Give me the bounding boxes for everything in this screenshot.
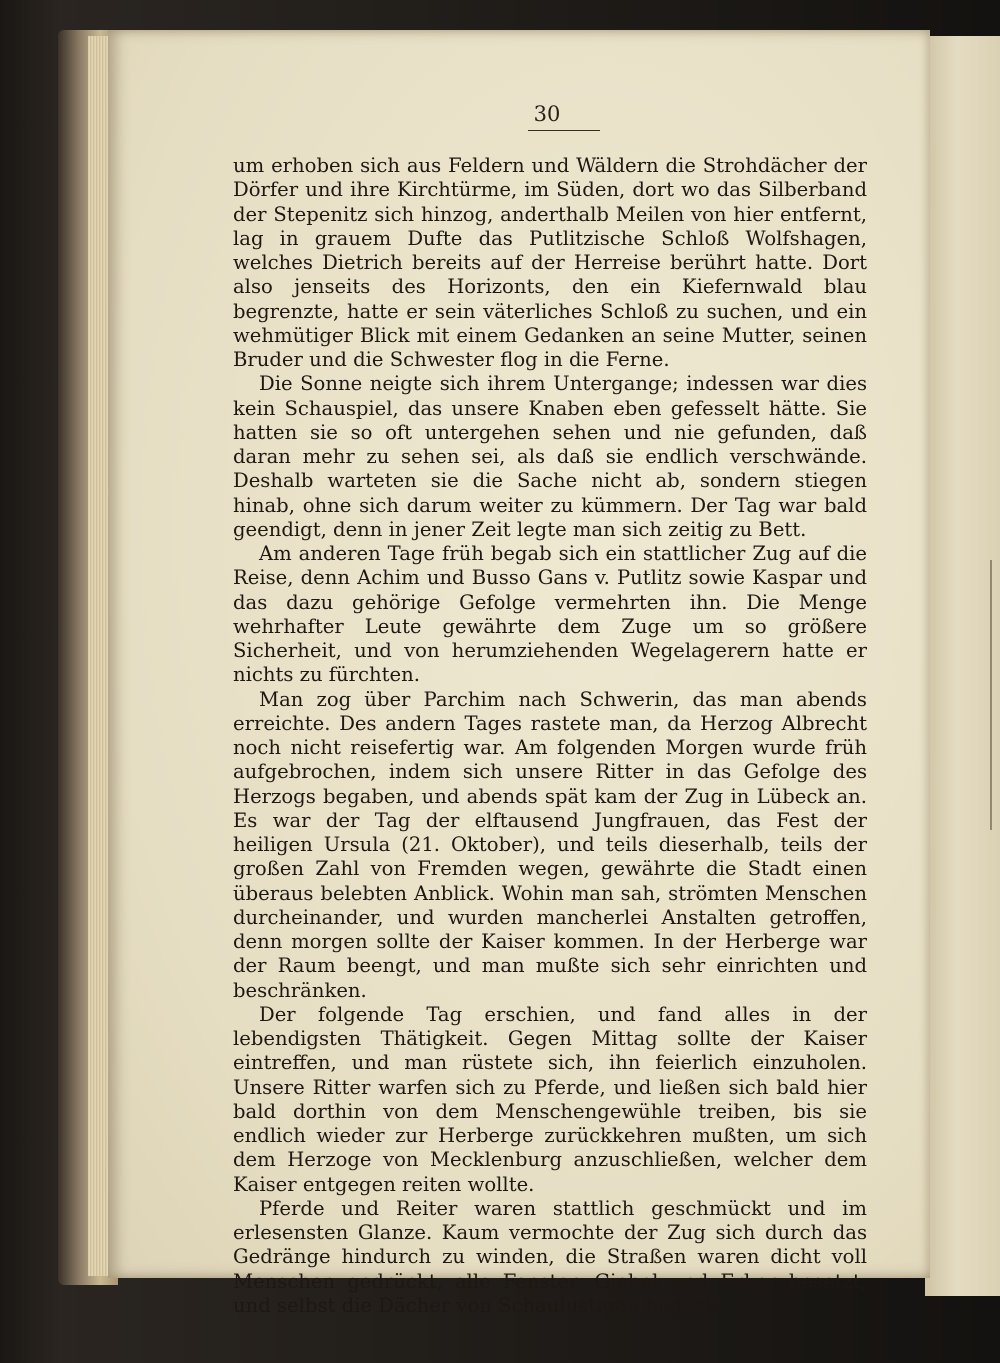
paragraph: Die Sonne neigte sich ihrem Untergange; indessen war dies kein Schauspiel, das unsere Knaben eben gefesselt hätte. Sie hatten sie so oft untergehen sehen und nie gefunden, daß daran mehr zu sehen sei, als daß sie endlich verschwände. Deshalb warteten sie die Sache nicht ab, sondern stiegen hinab, ohne sich darum weiter zu kümmern. Der Tag war bald geendigt, denn in jener Zeit legte man sich zeitig zu Bett. — [233, 372, 867, 541]
paragraph: um erhoben sich aus Feldern und Wäldern die Strohdächer der Dörfer und ihre Kirchtürme, im Süden, dort wo das Silberband der Stepenitz sich hinzog, anderthalb Meilen von hier entfernt, lag in grauem Dufte das Putlitzische Schloß Wolfshagen, welches Dietrich bereits auf der Herreise berührt hatte. Dort also jenseits des Horizonts, den ein Kiefernwald blau begrenzte, hatte er sein väterliches Schloß zu suchen, und ein wehmütiger Blick mit einem Gedanken an seine Mutter, seinen Bruder und die Schwester flog in die Ferne. — [233, 154, 867, 371]
paragraph: Der folgende Tag erschien, und fand alles in der lebendigsten Thätigkeit. Gegen Mittag sollte der Kaiser eintreffen, und man rüstete sich, ihn feierlich einzuholen. Unsere Ritter warfen sich zu Pferde, und ließen sich bald hier bald dorthin von dem Menschengewühle treiben, bis sie endlich wieder zur Herberge zurückkehren mußten, um sich dem Herzoge von Mecklenburg anzuschließen, welcher dem Kaiser entgegen reiten wollte. — [233, 1002, 867, 1196]
header-rule — [528, 130, 600, 131]
paragraph: Am anderen Tage früh begab sich ein stattlicher Zug auf die Reise, denn Achim und Busso Gans v. Putlitz sowie Kaspar und das dazu gehörige Gefolge vermehrten ihn. Die Menge wehrhafter Leute gewährte dem Zuge um so größere Sicherheit, und von herumziehenden Wegelagerern hatte er nichts zu fürchten. — [233, 542, 867, 687]
facing-page-edge — [925, 36, 1000, 1296]
body-text — [233, 154, 867, 1318]
facing-page-text-fragment — [990, 560, 1000, 830]
paragraph: Pferde und Reiter waren stattlich geschmückt und im erlesensten Glanze. Kaum vermochte der Zug sich durch das Gedränge hindurch zu winden, die Straßen waren dicht voll Menschen gedrückt, alle Fenster, Giebel und Erker besetzt, und selbst die Dächer von Schaulustigen bedeckt. — [233, 1196, 867, 1317]
paragraph: Man zog über Parchim nach Schwerin, das man abends erreichte. Des andern Tages rastete man, da Herzog Albrecht noch nicht reisefertig war. Am folgenden Morgen wurde früh aufgebrochen, indem sich unsere Ritter in das Gefolge des Herzogs begaben, und abends spät kam der Zug in Lübeck an. Es war der Tag der elftausend Jungfrauen, das Fest der heiligen Ursula (21. Oktober), und teils dieserhalb, teils der großen Zahl von Fremden wegen, gewährte die Stadt einen überaus belebten Anblick. Wohin man sah, strömten Menschen durcheinander, und wurden mancherlei Anstalten getroffen, denn morgen sollte der Kaiser kommen. In der Herberge war der Raum beengt, und man mußte sich sehr einrichten und beschränken. — [233, 687, 867, 1002]
page-number: 30 — [533, 102, 561, 126]
book-page — [108, 30, 930, 1317]
